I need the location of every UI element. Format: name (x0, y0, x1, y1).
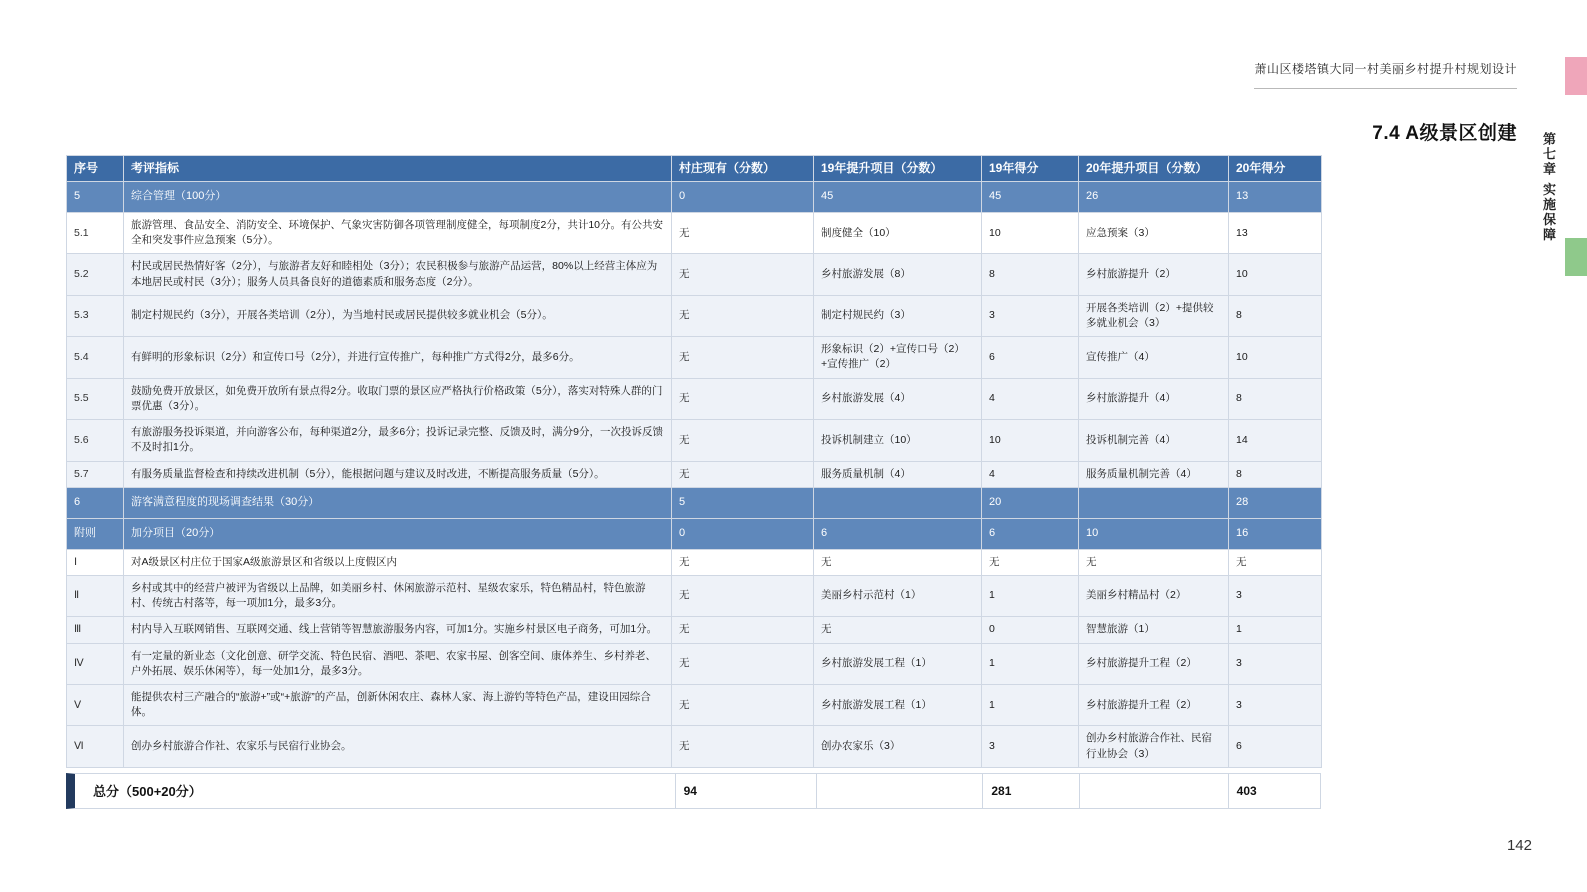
cell-plan19 (814, 487, 982, 518)
cell-score20: 13 (1229, 212, 1322, 253)
cell-score19: 4 (982, 378, 1079, 419)
cell-existing: 无 (672, 461, 814, 487)
cell-score20: 10 (1229, 337, 1322, 378)
cell-index: Ⅳ (67, 643, 124, 684)
cell-index: 5.2 (67, 254, 124, 295)
cell-score20: 无 (1229, 549, 1322, 575)
cell-score19: 1 (982, 643, 1079, 684)
total-score20: 403 (1228, 774, 1320, 808)
cell-plan20: 无 (1079, 549, 1229, 575)
cell-plan20: 乡村旅游提升（4） (1079, 378, 1229, 419)
cell-indicator: 村内导入互联网销售、互联网交通、线上营销等智慧旅游服务内容，可加1分。实施乡村景区电子商务，可加1分。 (124, 617, 672, 643)
cell-score19: 无 (982, 549, 1079, 575)
table-row (67, 726, 1322, 767)
table-row (67, 643, 1322, 684)
cell-existing: 无 (672, 295, 814, 336)
score-table-container (66, 155, 1321, 809)
cell-existing: 无 (672, 337, 814, 378)
table-row (67, 518, 1322, 549)
table-row (67, 684, 1322, 725)
table-row (67, 254, 1322, 295)
table-row (67, 487, 1322, 518)
page-title: 7.4 A级景区创建 (1372, 123, 1517, 144)
cell-indicator: 村民或居民热情好客（2分），与旅游者友好和睦相处（3分）；农民积极参与旅游产品运营，80%以上经营主体应为本地居民或村民（3分）；服务人员具备良好的道德素质和服务态度（2分）。 (124, 254, 672, 295)
cell-existing: 无 (672, 643, 814, 684)
cell-plan19: 美丽乡村示范村（1） (814, 575, 982, 616)
table-row (67, 617, 1322, 643)
cell-index: 5 (67, 182, 124, 213)
col-header-score20: 20年得分 (1229, 156, 1322, 182)
cell-plan20: 开展各类培训（2）+提供较多就业机会（3） (1079, 295, 1229, 336)
cell-index: 5.6 (67, 420, 124, 461)
project-title: 萧山区楼塔镇大同一村美丽乡村提升村规划设计 (1254, 62, 1517, 76)
cell-score20: 1 (1229, 617, 1322, 643)
cell-score19: 10 (982, 212, 1079, 253)
table-row (67, 337, 1322, 378)
cell-index: 5.3 (67, 295, 124, 336)
document-header (1254, 60, 1517, 77)
cell-existing: 无 (672, 575, 814, 616)
cell-score20: 10 (1229, 254, 1322, 295)
col-header-existing: 村庄现有（分数） (672, 156, 814, 182)
cell-existing: 5 (672, 487, 814, 518)
cell-score20: 8 (1229, 378, 1322, 419)
cell-plan20: 宣传推广（4） (1079, 337, 1229, 378)
cell-index: Ⅰ (67, 549, 124, 575)
cell-score20: 13 (1229, 182, 1322, 213)
cell-plan19: 6 (814, 518, 982, 549)
cell-existing: 无 (672, 420, 814, 461)
cell-score20: 16 (1229, 518, 1322, 549)
cell-score20: 3 (1229, 684, 1322, 725)
cell-score19: 1 (982, 575, 1079, 616)
cell-indicator: 对A级景区村庄位于国家A级旅游景区和省级以上度假区内 (124, 549, 672, 575)
page-number: 142 (1506, 837, 1532, 854)
cell-indicator: 有一定量的新业态（文化创意、研学交流、特色民宿、酒吧、茶吧、农家书屋、创客空间、康体养生、乡村养老、户外拓展、娱乐休闲等），每一处加1分，最多3分。 (124, 643, 672, 684)
table-row (67, 575, 1322, 616)
cell-score19: 8 (982, 254, 1079, 295)
cell-indicator: 制定村规民约（3分），开展各类培训（2分），为当地村民或居民提供较多就业机会（5分）。 (124, 295, 672, 336)
cell-indicator: 游客满意程度的现场调查结果（30分） (124, 487, 672, 518)
cell-score19: 45 (982, 182, 1079, 213)
cell-plan20 (1079, 487, 1229, 518)
cell-indicator: 能提供农村三产融合的“旅游+”或“+旅游”的产品，创新休闲农庄、森林人家、海上游钓等特色产品，建设田园综合体。 (124, 684, 672, 725)
cell-plan20: 服务质量机制完善（4） (1079, 461, 1229, 487)
cell-score19: 6 (982, 337, 1079, 378)
cell-plan20: 10 (1079, 518, 1229, 549)
cell-plan20: 乡村旅游提升（2） (1079, 254, 1229, 295)
cell-indicator: 有鲜明的形象标识（2分）和宣传口号（2分），并进行宣传推广，每种推广方式得2分，最多6分。 (124, 337, 672, 378)
cell-index: Ⅲ (67, 617, 124, 643)
table-row (67, 295, 1322, 336)
cell-plan20: 26 (1079, 182, 1229, 213)
cell-plan20: 创办乡村旅游合作社、民宿行业协会（3） (1079, 726, 1229, 767)
cell-score19: 1 (982, 684, 1079, 725)
cell-existing: 0 (672, 518, 814, 549)
cell-score20: 3 (1229, 575, 1322, 616)
cell-plan20: 应急预案（3） (1079, 212, 1229, 253)
cell-score20: 14 (1229, 420, 1322, 461)
evaluation-table (66, 155, 1322, 768)
cell-plan19: 乡村旅游发展工程（1） (814, 684, 982, 725)
cell-plan19: 乡村旅游发展（8） (814, 254, 982, 295)
cell-score20: 8 (1229, 295, 1322, 336)
cell-existing: 无 (672, 617, 814, 643)
total-existing: 94 (675, 774, 816, 808)
cell-indicator: 乡村或其中的经营户被评为省级以上品牌，如美丽乡村、休闲旅游示范村、星级农家乐，特色精品村，特色旅游村、传统古村落等，每一项加1分，最多3分。 (124, 575, 672, 616)
cell-existing: 无 (672, 549, 814, 575)
table-header (67, 156, 1322, 182)
total-plan20 (1079, 774, 1228, 808)
col-header-score19: 19年得分 (982, 156, 1079, 182)
table-row (67, 461, 1322, 487)
cell-plan20: 投诉机制完善（4） (1079, 420, 1229, 461)
cell-score19: 6 (982, 518, 1079, 549)
chapter-vertical-label: 第七章 实施保障 (1541, 132, 1556, 243)
cell-plan19: 乡村旅游发展（4） (814, 378, 982, 419)
table-row (67, 549, 1322, 575)
cell-score19: 4 (982, 461, 1079, 487)
cell-score19: 3 (982, 726, 1079, 767)
cell-indicator: 综合管理（100分） (124, 182, 672, 213)
table-row (67, 182, 1322, 213)
cell-plan20: 美丽乡村精品村（2） (1079, 575, 1229, 616)
cell-existing: 0 (672, 182, 814, 213)
edge-chip-pink (1565, 57, 1587, 95)
cell-existing: 无 (672, 254, 814, 295)
cell-existing: 无 (672, 378, 814, 419)
total-label: 总分（500+20分） (93, 784, 202, 800)
table-row (67, 212, 1322, 253)
cell-index: 附则 (67, 518, 124, 549)
cell-indicator: 有服务质量监督检查和持续改进机制（5分），能根据问题与建议及时改进，不断提高服务质量（5分）。 (124, 461, 672, 487)
total-plan19 (816, 774, 983, 808)
cell-existing: 无 (672, 726, 814, 767)
cell-plan19: 45 (814, 182, 982, 213)
cell-index: Ⅵ (67, 726, 124, 767)
cell-plan20: 智慧旅游（1） (1079, 617, 1229, 643)
cell-plan19: 无 (814, 549, 982, 575)
col-header-plan19: 19年提升项目（分数） (814, 156, 982, 182)
cell-plan20: 乡村旅游提升工程（2） (1079, 643, 1229, 684)
cell-score20: 6 (1229, 726, 1322, 767)
cell-plan19: 投诉机制建立（10） (814, 420, 982, 461)
cell-index: 6 (67, 487, 124, 518)
col-header-index: 序号 (67, 156, 124, 182)
header-divider (1254, 88, 1517, 89)
cell-indicator: 加分项目（20分） (124, 518, 672, 549)
cell-plan19: 服务质量机制（4） (814, 461, 982, 487)
cell-plan19: 制度健全（10） (814, 212, 982, 253)
cell-score19: 0 (982, 617, 1079, 643)
cell-score20: 3 (1229, 643, 1322, 684)
cell-existing: 无 (672, 684, 814, 725)
cell-index: 5.7 (67, 461, 124, 487)
cell-score19: 20 (982, 487, 1079, 518)
cell-plan19: 无 (814, 617, 982, 643)
col-header-plan20: 20年提升项目（分数） (1079, 156, 1229, 182)
cell-score19: 10 (982, 420, 1079, 461)
cell-index: 5.1 (67, 212, 124, 253)
cell-existing: 无 (672, 212, 814, 253)
cell-plan19: 形象标识（2）+宣传口号（2）+宣传推广（2） (814, 337, 982, 378)
cell-indicator: 鼓励免费开放景区，如免费开放所有景点得2分。收取门票的景区应严格执行价格政策（5分），落实对特殊人群的门票优惠（3分）。 (124, 378, 672, 419)
total-score19: 281 (982, 774, 1078, 808)
cell-plan19: 制定村规民约（3） (814, 295, 982, 336)
table-row (67, 420, 1322, 461)
cell-indicator: 有旅游服务投诉渠道，并向游客公布，每种渠道2分，最多6分；投诉记录完整、反馈及时，满分9分，一次投诉反馈不及时扣1分。 (124, 420, 672, 461)
total-row (66, 773, 1321, 809)
cell-index: 5.4 (67, 337, 124, 378)
cell-plan19: 创办农家乐（3） (814, 726, 982, 767)
table-header-row (67, 156, 1322, 182)
cell-index: 5.5 (67, 378, 124, 419)
cell-indicator: 创办乡村旅游合作社、农家乐与民宿行业协会。 (124, 726, 672, 767)
table-body (67, 182, 1322, 768)
cell-plan20: 乡村旅游提升工程（2） (1079, 684, 1229, 725)
cell-score20: 8 (1229, 461, 1322, 487)
edge-chip-green (1565, 238, 1587, 276)
cell-score20: 28 (1229, 487, 1322, 518)
cell-index: Ⅴ (67, 684, 124, 725)
cell-indicator: 旅游管理、食品安全、消防安全、环境保护、气象灾害防御各项管理制度健全，每项制度2分，共计10分。有公共安全和突发事件应急预案（5分）。 (124, 212, 672, 253)
cell-plan19: 乡村旅游发展工程（1） (814, 643, 982, 684)
cell-score19: 3 (982, 295, 1079, 336)
table-row (67, 378, 1322, 419)
col-header-indicator: 考评指标 (124, 156, 672, 182)
cell-index: Ⅱ (67, 575, 124, 616)
